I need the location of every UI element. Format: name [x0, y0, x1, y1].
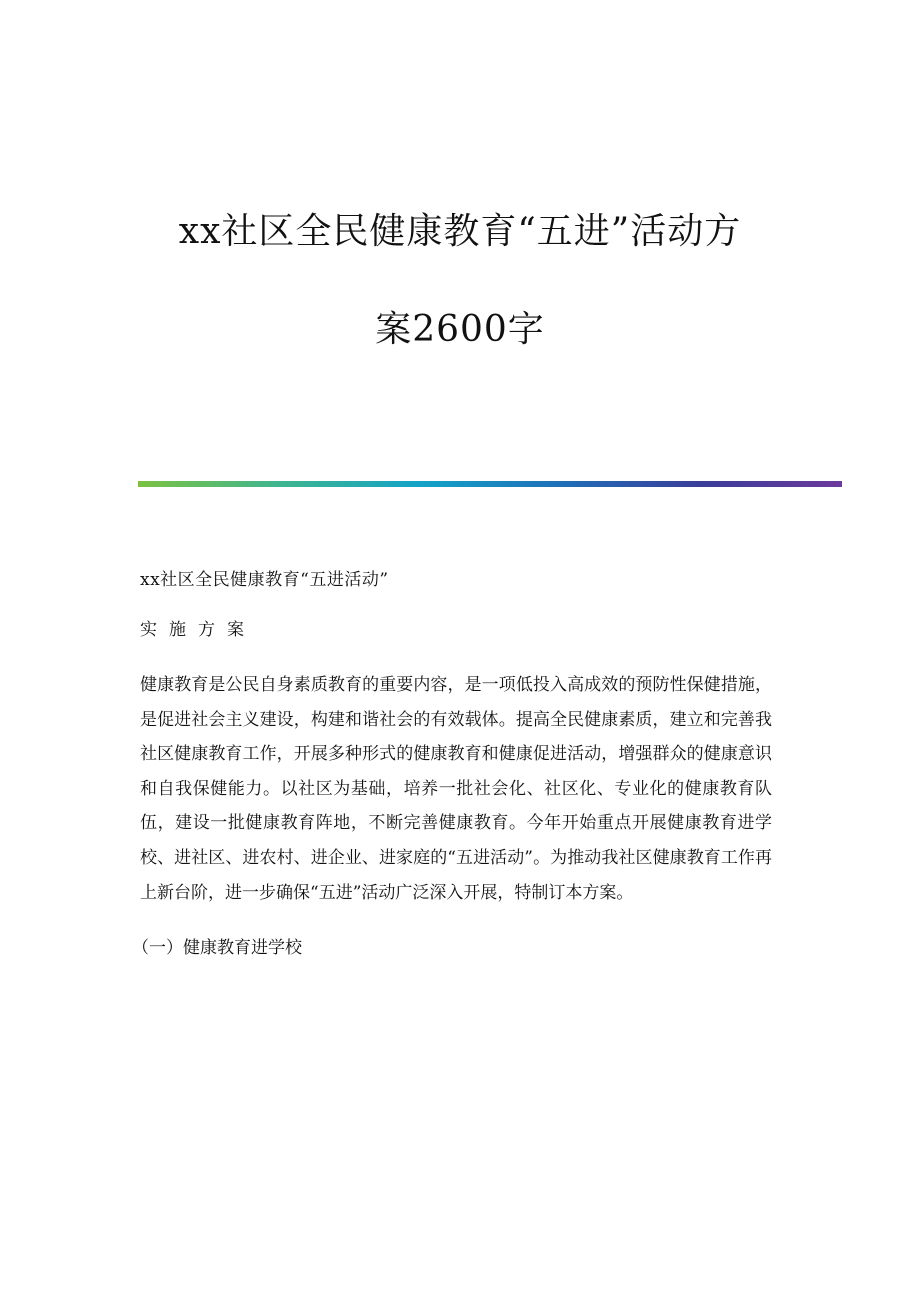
section-heading: xx社区全民健康教育“五进活动”: [140, 570, 389, 590]
title-line-1: xx社区全民健康教育“五进”活动方: [178, 211, 742, 252]
document-title: [0, 212, 920, 350]
subsection-heading: （一）健康教育进学校: [132, 938, 302, 959]
title-line-2: 案2600字: [375, 309, 545, 350]
document-body: [132, 566, 772, 962]
section-subtitle: 实施方案: [140, 620, 256, 640]
intro-paragraph: 健康教育是公民自身素质教育的重要内容，是一项低投入高成效的预防性保健措施，是促进社会主义建设，构建和谐社会的有效载体。提高全民健康素质，建立和完善我社区健康教育工作，开展多种形式的健康教育和健康促进活动，增强群众的健康意识和自我保健能力。以社区为基础，培养一批社会化、社区化、专业化的健康教育队伍，建设一批健康教育阵地，不断完善健康教育。今年开始重点开展健康教育进学校、进社区、进农村、进企业、进家庭的“五进活动”。为推动我社区健康教育工作再上新台阶，进一步确保“五进”活动广泛深入开展，特制订本方案。: [140, 675, 772, 903]
gradient-divider: [138, 481, 842, 487]
